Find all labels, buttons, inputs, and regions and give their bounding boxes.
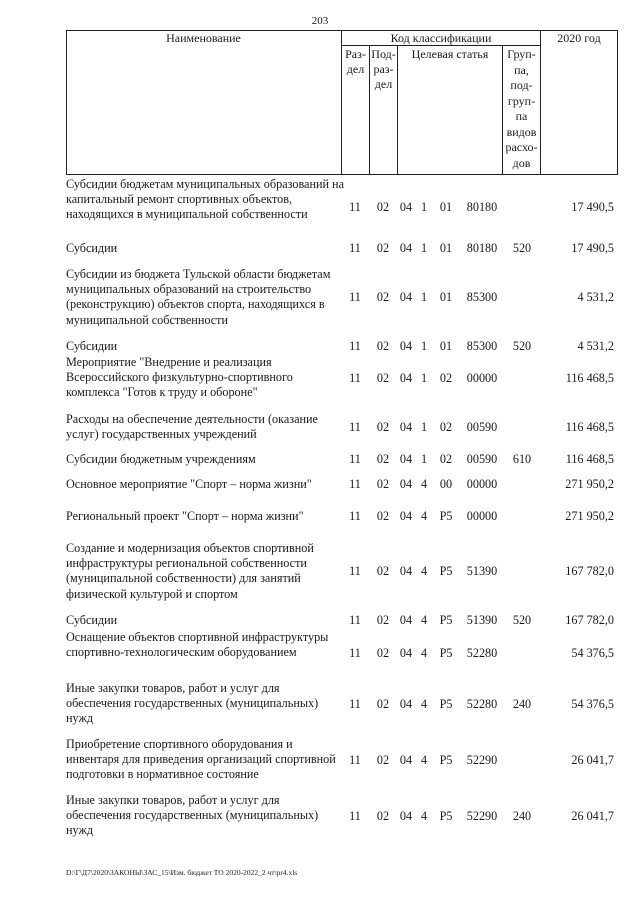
row-main-event: 02	[439, 371, 453, 385]
row-main-event: 01	[439, 241, 453, 255]
row-razdel: 11	[349, 564, 361, 578]
row-subprogram: 1	[420, 420, 428, 434]
row-main-event: 01	[439, 200, 453, 214]
row-podrazdel: 02	[376, 200, 390, 214]
row-expense-type: 240	[512, 809, 532, 823]
row-main-event: 00	[439, 477, 453, 491]
row-expense-type: 240	[512, 697, 532, 711]
row-amount-2020: 116 468,5	[565, 420, 614, 434]
row-direction: 52290	[466, 753, 498, 767]
row-name: Иные закупки товаров, работ и услуг для обеспечения государственных (муниципальных) нужд	[66, 793, 319, 838]
row-amount-2020: 54 376,5	[571, 646, 614, 660]
row-program: 04	[399, 371, 413, 385]
row-amount-2020: 4 531,2	[577, 339, 614, 353]
row-name: Субсидии	[66, 241, 118, 255]
row-direction: 52280	[466, 697, 498, 711]
row-program: 04	[399, 753, 413, 767]
row-subprogram: 1	[420, 290, 428, 304]
row-name: Субсидии	[66, 339, 118, 353]
header-year: 2020 год	[557, 31, 601, 45]
row-program: 04	[399, 420, 413, 434]
row-expense-type: 520	[512, 613, 532, 627]
row-podrazdel: 02	[376, 646, 390, 660]
row-direction: 85300	[466, 339, 498, 353]
row-subprogram: 4	[420, 613, 428, 627]
row-podrazdel: 02	[376, 753, 390, 767]
row-direction: 52280	[466, 646, 498, 660]
row-expense-type: 520	[512, 241, 532, 255]
row-podrazdel: 02	[376, 697, 390, 711]
row-razdel: 11	[349, 371, 361, 385]
row-amount-2020: 17 490,5	[571, 200, 614, 214]
row-main-event: P5	[439, 809, 453, 823]
row-amount-2020: 167 782,0	[565, 564, 614, 578]
row-direction: 80180	[466, 241, 498, 255]
row-razdel: 11	[349, 509, 361, 523]
row-podrazdel: 02	[376, 241, 390, 255]
row-program: 04	[399, 241, 413, 255]
file-path-footer: D:\Г\Д7\2020\ЗАКОНЫ\ЗАС_15\Изм. бюджет ТО 2020-2022_2 чт\pr4.xls	[66, 868, 298, 877]
row-program: 04	[399, 452, 413, 466]
row-amount-2020: 26 041,7	[571, 809, 614, 823]
row-subprogram: 4	[420, 697, 428, 711]
row-razdel: 11	[349, 241, 361, 255]
row-expense-type: 520	[512, 339, 532, 353]
row-amount-2020: 116 468,5	[565, 371, 614, 385]
row-name: Создание и модернизация объектов спортивной инфраструктуры региональной собственности (муниципальной собственности) для занятий физической культурой и спортом	[66, 541, 314, 601]
row-razdel: 11	[349, 420, 361, 434]
header-podrazdel: Под- раз- дел	[371, 47, 396, 91]
row-razdel: 11	[349, 477, 361, 491]
row-direction: 00590	[466, 420, 498, 434]
row-podrazdel: 02	[376, 809, 390, 823]
row-direction: 00000	[466, 371, 498, 385]
row-razdel: 11	[349, 809, 361, 823]
row-razdel: 11	[349, 339, 361, 353]
row-name: Региональный проект "Спорт – норма жизни"	[66, 509, 304, 523]
row-direction: 80180	[466, 200, 498, 214]
row-name: Иные закупки товаров, работ и услуг для обеспечения государственных (муниципальных) нужд	[66, 681, 319, 726]
row-main-event: P5	[439, 564, 453, 578]
row-razdel: 11	[349, 753, 361, 767]
row-amount-2020: 167 782,0	[565, 613, 614, 627]
row-subprogram: 4	[420, 477, 428, 491]
row-program: 04	[399, 509, 413, 523]
row-program: 04	[399, 697, 413, 711]
row-amount-2020: 271 950,2	[565, 509, 614, 523]
row-program: 04	[399, 613, 413, 627]
row-podrazdel: 02	[376, 564, 390, 578]
row-subprogram: 4	[420, 753, 428, 767]
header-divider-podrazdel	[397, 45, 398, 175]
header-left-border	[66, 30, 67, 175]
row-program: 04	[399, 477, 413, 491]
row-main-event: P5	[439, 613, 453, 627]
row-amount-2020: 26 041,7	[571, 753, 614, 767]
row-program: 04	[399, 290, 413, 304]
row-direction: 85300	[466, 290, 498, 304]
row-main-event: P5	[439, 697, 453, 711]
row-program: 04	[399, 564, 413, 578]
row-podrazdel: 02	[376, 420, 390, 434]
header-right-border	[617, 30, 618, 175]
row-subprogram: 1	[420, 371, 428, 385]
row-direction: 51390	[466, 564, 498, 578]
row-direction: 52290	[466, 809, 498, 823]
row-podrazdel: 02	[376, 477, 390, 491]
row-main-event: 02	[439, 420, 453, 434]
row-direction: 00590	[466, 452, 498, 466]
row-subprogram: 4	[420, 564, 428, 578]
row-razdel: 11	[349, 290, 361, 304]
row-subprogram: 1	[420, 241, 428, 255]
row-amount-2020: 116 468,5	[565, 452, 614, 466]
header-bottom-line	[66, 174, 618, 175]
row-name: Субсидии из бюджета Тульской области бюджетам муниципальных образований на строительство (реконструкцию) объектов спорта, находящихся в муниципальной собственности	[66, 267, 331, 327]
row-main-event: P5	[439, 753, 453, 767]
row-podrazdel: 02	[376, 509, 390, 523]
header-target: Целевая статья	[411, 47, 489, 61]
row-razdel: 11	[349, 613, 361, 627]
row-program: 04	[399, 339, 413, 353]
row-name: Мероприятие "Внедрение и реализация Всероссийского физкультурно-спортивного комплекса "Готов к труду и обороне"	[66, 355, 293, 400]
page-number: 203	[311, 15, 329, 27]
row-name: Субсидии	[66, 613, 118, 627]
row-name: Субсидии бюджетам муниципальных образований на капитальный ремонт спортивных объектов, находящихся в муниципальной собственности	[66, 177, 344, 222]
row-razdel: 11	[349, 200, 361, 214]
row-podrazdel: 02	[376, 290, 390, 304]
row-amount-2020: 54 376,5	[571, 697, 614, 711]
header-divider-code	[540, 30, 541, 175]
row-main-event: 01	[439, 290, 453, 304]
row-subprogram: 1	[420, 200, 428, 214]
row-razdel: 11	[349, 646, 361, 660]
row-amount-2020: 4 531,2	[577, 290, 614, 304]
header-name: Наименование	[166, 31, 241, 45]
row-main-event: 02	[439, 452, 453, 466]
row-amount-2020: 17 490,5	[571, 241, 614, 255]
row-subprogram: 4	[420, 509, 428, 523]
row-name: Приобретение спортивного оборудования и инвентаря для приведения организаций спортивной подготовки в нормативное состояние	[66, 737, 336, 782]
header-code-group: Код классификации	[390, 31, 492, 45]
row-amount-2020: 271 950,2	[565, 477, 614, 491]
row-name: Оснащение объектов спортивной инфраструктуры спортивно-технологическим оборудованием	[66, 630, 329, 660]
row-podrazdel: 02	[376, 613, 390, 627]
row-direction: 51390	[466, 613, 498, 627]
row-expense-type: 610	[512, 452, 532, 466]
row-program: 04	[399, 646, 413, 660]
row-direction: 00000	[466, 477, 498, 491]
row-razdel: 11	[349, 452, 361, 466]
row-name: Основное мероприятие "Спорт – норма жизни"	[66, 477, 312, 491]
row-razdel: 11	[349, 697, 361, 711]
row-main-event: 01	[439, 339, 453, 353]
header-razdel: Раз- дел	[345, 47, 366, 76]
row-main-event: P5	[439, 646, 453, 660]
row-subprogram: 1	[420, 452, 428, 466]
row-podrazdel: 02	[376, 371, 390, 385]
row-program: 04	[399, 200, 413, 214]
row-podrazdel: 02	[376, 452, 390, 466]
row-program: 04	[399, 809, 413, 823]
row-subprogram: 4	[420, 809, 428, 823]
header-vid: Груп- па, под- груп- па видов расхо- дов	[505, 47, 538, 170]
row-subprogram: 1	[420, 339, 428, 353]
row-name: Субсидии бюджетным учреждениям	[66, 452, 256, 466]
row-subprogram: 4	[420, 646, 428, 660]
row-direction: 00000	[466, 509, 498, 523]
row-podrazdel: 02	[376, 339, 390, 353]
row-name: Расходы на обеспечение деятельности (оказание услуг) государственных учреждений	[66, 412, 318, 442]
row-main-event: P5	[439, 509, 453, 523]
